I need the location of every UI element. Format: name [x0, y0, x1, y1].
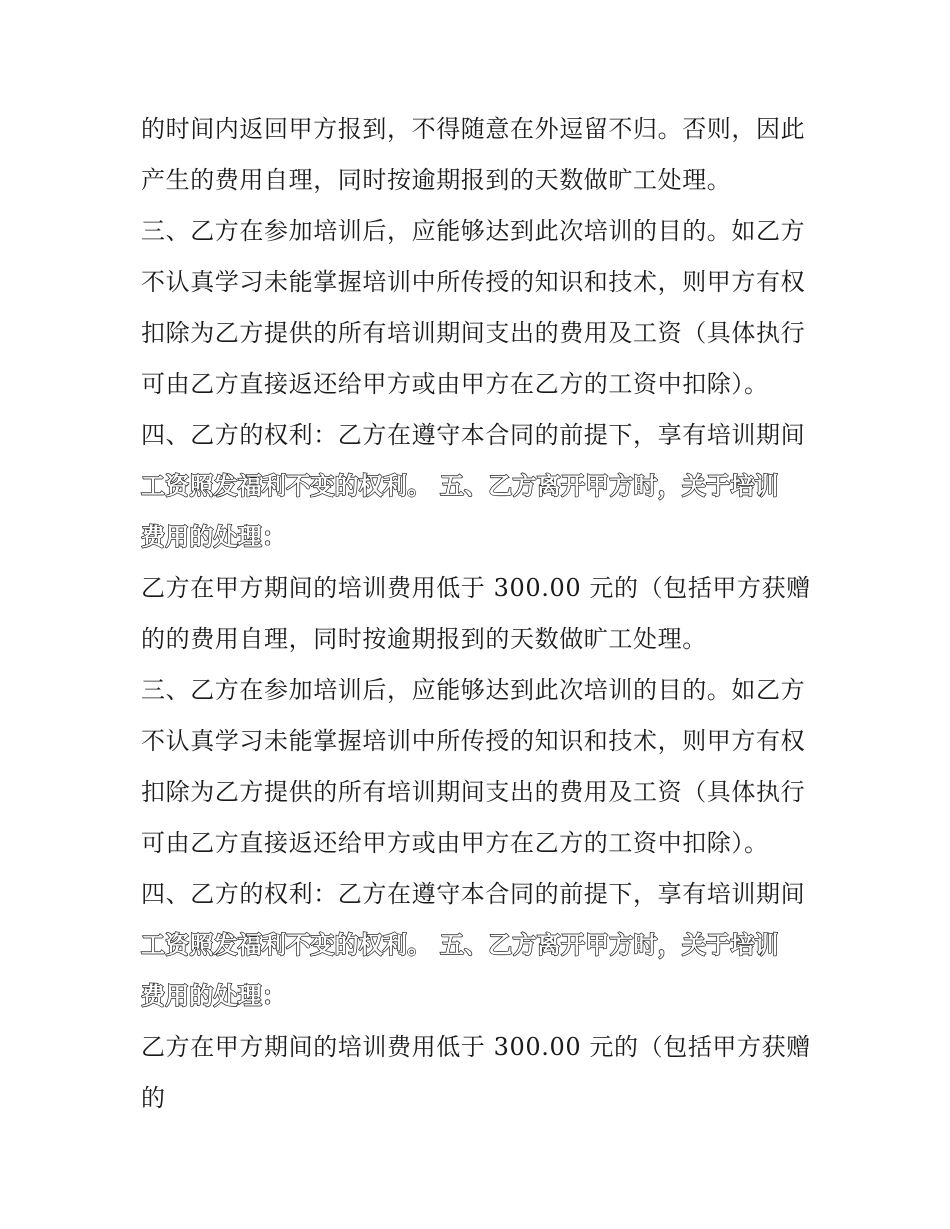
document-body — [141, 104, 821, 1124]
body-line: 扣除为乙方提供的所有培训期间支出的费用及工资（具体执行 — [141, 319, 806, 347]
body-line: 的 — [141, 1084, 166, 1112]
body-line: 不认真学习未能掌握培训中所传授的知识和技术，则甲方有权 — [141, 727, 806, 755]
body-line: 四、乙方的权利：乙方在遵守本合同的前提下，享有培训期间 — [141, 880, 806, 908]
body-line: 的时间内返回甲方报到，不得随意在外逗留不归。否则，因此 — [141, 115, 806, 143]
body-line: 可由乙方直接返还给甲方或由甲方在乙方的工资中扣除）。 — [141, 829, 769, 857]
body-line: 三、乙方在参加培训后，应能够达到此次培训的目的。如乙方 — [141, 217, 806, 245]
outlined-heading-line: 费用的处理： — [141, 523, 287, 551]
body-line: 四、乙方的权利：乙方在遵守本合同的前提下，享有培训期间 — [141, 421, 806, 449]
body-line: 乙方在甲方期间的培训费用低于 300.00 元的（包括甲方获赠 — [141, 1033, 811, 1061]
outlined-heading-line: 工资照发福利不变的权利。 五、乙方离开甲方时，关于培训 — [141, 931, 779, 959]
body-line: 的的费用自理，同时按逾期报到的天数做旷工处理。 — [141, 625, 707, 653]
body-line: 产生的费用自理，同时按逾期报到的天数做旷工处理。 — [141, 166, 732, 194]
body-line: 可由乙方直接返还给甲方或由甲方在乙方的工资中扣除）。 — [141, 370, 769, 398]
body-line: 扣除为乙方提供的所有培训期间支出的费用及工资（具体执行 — [141, 778, 806, 806]
outlined-heading-line: 费用的处理： — [141, 982, 287, 1010]
body-line: 乙方在甲方期间的培训费用低于 300.00 元的（包括甲方获赠 — [141, 574, 811, 602]
body-line: 不认真学习未能掌握培训中所传授的知识和技术，则甲方有权 — [141, 268, 806, 296]
body-line: 三、乙方在参加培训后，应能够达到此次培训的目的。如乙方 — [141, 676, 806, 704]
outlined-heading-line: 工资照发福利不变的权利。 五、乙方离开甲方时，关于培训 — [141, 472, 779, 500]
